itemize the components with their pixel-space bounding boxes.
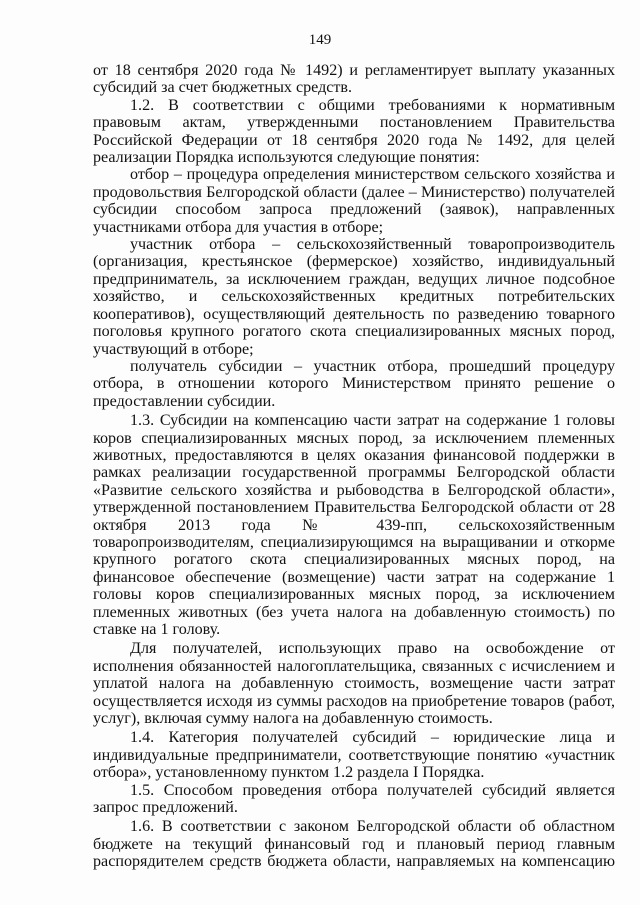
paragraph-continuation: от 18 сентября 2020 года № 1492) и регламентирует выплату указанных субсидий за счет бюджетных средств. <box>93 62 615 97</box>
page-number: 149 <box>308 32 332 48</box>
paragraph-1-5: 1.5. Способом проведения отбора получателей субсидий является запрос предложений. <box>93 781 615 817</box>
paragraph-1-6: 1.6. В соответствии с законом Белгородской области об областном бюджете на текущий финансовый год и плановый период главным распорядителем средств бюджета области, направляемых на компенсацию <box>93 818 615 871</box>
paragraph-vat-exempt: Для получателей, использующих право на освобождение от исполнения обязанностей налогоплательщика, связанных с исчислением и уплатой налога на добавленную стоимость, возмещение части затрат осуществляется исходя из суммы расходов на приобретение товаров (работ, услуг), включая сумму налога на добавленную стоимость. <box>93 640 615 728</box>
paragraph-1-2: 1.2. В соответствии с общими требованиями к нормативным правовым актам, утвержденными постановлением Правительства Российской Федерации от 18 сентября 2020 года № 1492, для целей реализации Порядка используются следующие понятия: <box>93 96 615 167</box>
definition-participant: участник отбора – сельскохозяйственный товаропроизводитель (организация, крестьянское (фермерское) хозяйство, индивидуальный предприниматель, за исключением граждан, ведущих личное подсобное хозяйство, и сельскохозяйственных кредитных потребительских кооперативов), осуществляющий деятельность по разведению товарного поголовья крупного рогатого скота специализированных мясных пород, участвующий в отборе; <box>93 236 615 358</box>
paragraph-1-4: 1.4. Категория получателей субсидий – юридические лица и индивидуальные предприниматели, соответствующие понятию «участник отбора», установленному пунктом 1.2 раздела I Порядка. <box>93 729 615 782</box>
document-body <box>93 62 615 871</box>
paragraph-1-3: 1.3. Субсидии на компенсацию части затрат на содержание 1 головы коров специализированных мясных пород, за исключением племенных животных, предоставляются в целях оказания финансовой поддержки в рамках реализации государственной программы Белгородской области «Развитие сельского хозяйства и рыбоводства в Белгородской области», утвержденной постановлением Правительства Белгородской области от 28 октября 2013 года № 439-пп, сельскохозяйственным товаропроизводителям, специализирующимся на выращивании и откорме крупного рогатого скота специализированных мясных пород, на финансовое обеспечение (возмещение) части затрат на содержание 1 головы коров специализированных мясных пород, за исключением племенных животных (без учета налога на добавленную стоимость) по ставке на 1 голову. <box>93 412 615 638</box>
definition-recipient: получатель субсидии – участник отбора, прошедший процедуру отбора, в отношении которого Министерством принято решение о предоставлении субсидии. <box>93 357 615 410</box>
definition-selection: отбор – процедура определения министерством сельского хозяйства и продовольствия Белгородской области (далее – Министерство) получателей субсидии способом запроса предложений (заявок), направленных участниками отбора для участия в отборе; <box>93 166 615 236</box>
